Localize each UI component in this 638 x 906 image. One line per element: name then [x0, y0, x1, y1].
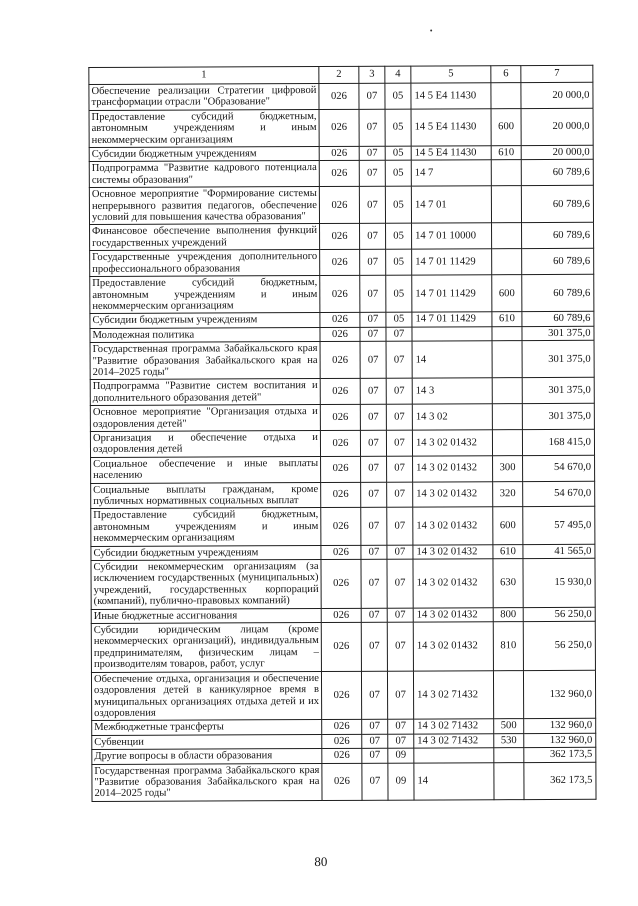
subsection-cell: 07	[387, 456, 413, 482]
row-name-cell: Социальные выплаты гражданам, кроме публичных нормативных социальных выплат	[91, 482, 321, 509]
subsection-cell: 05	[386, 224, 412, 250]
amount-cell: 15 930,0	[523, 558, 595, 607]
admin-code-cell: 026	[319, 109, 359, 146]
admin-code-cell: 026	[319, 161, 359, 187]
admin-code-cell: 026	[321, 545, 361, 560]
target-article-cell: 14 3 02 01432	[413, 622, 493, 671]
header-cell-6: 6	[491, 66, 521, 83]
section-cell: 07	[359, 83, 385, 109]
section-cell: 07	[361, 482, 387, 508]
subsection-cell: 07	[387, 622, 413, 671]
subsection-cell: 07	[387, 545, 413, 560]
subsection-cell: 07	[387, 559, 413, 608]
admin-code-cell: 026	[321, 671, 361, 720]
table-row	[91, 558, 595, 609]
header-cell-7: 7	[521, 65, 593, 82]
row-name-cell: Организация и обеспечение отдыха и оздоровления детей	[90, 430, 320, 457]
section-cell: 07	[360, 379, 386, 405]
admin-code-cell: 026	[322, 734, 362, 749]
target-article-cell: 14	[414, 762, 494, 800]
amount-cell: 20 000,0	[521, 145, 593, 160]
target-article-cell: 14 5 Е4 11430	[411, 83, 491, 109]
subsection-cell: 05	[385, 83, 411, 109]
section-cell: 07	[360, 430, 386, 456]
expense-type-cell	[492, 430, 522, 456]
amount-cell: 54 670,0	[523, 455, 595, 481]
amount-cell: 60 789,6	[522, 312, 594, 327]
section-cell: 07	[362, 720, 388, 735]
subsection-cell: 07	[386, 341, 412, 378]
expense-type-cell	[494, 762, 524, 799]
admin-code-cell: 026	[322, 763, 362, 800]
expense-type-cell: 300	[493, 455, 523, 481]
admin-code-cell: 026	[321, 608, 361, 623]
admin-code-cell: 026	[319, 83, 359, 109]
expense-type-cell: 600	[491, 108, 521, 145]
table-row	[92, 762, 596, 801]
expense-type-cell	[492, 326, 522, 341]
target-article-cell: 14 7 01 11429	[412, 249, 492, 275]
row-name-cell: Подпрограмма "Развитие кадрового потенциала системы образования"	[89, 161, 319, 188]
section-cell: 07	[361, 671, 387, 720]
admin-code-cell: 026	[321, 559, 361, 608]
target-article-cell: 14 7 01 11429	[412, 275, 492, 313]
target-article-cell: 14 7 01	[411, 186, 491, 224]
amount-cell: 301 375,0	[522, 326, 594, 341]
amount-cell: 60 789,6	[522, 274, 594, 312]
target-article-cell: 14 3 02 01432	[413, 544, 493, 559]
table-row	[89, 186, 593, 225]
target-article-cell: 14 5 Е4 11430	[411, 109, 491, 147]
amount-cell: 20 000,0	[521, 82, 593, 108]
expense-type-cell: 630	[493, 559, 523, 608]
row-name-cell: Иные бюджетные ассигнования	[91, 608, 321, 623]
admin-code-cell: 026	[320, 430, 360, 456]
row-name-cell: Финансовое обеспечение выполнения функций государственных учреждений	[90, 224, 320, 251]
section-cell: 07	[359, 146, 385, 161]
amount-cell: 41 565,0	[523, 544, 595, 559]
row-name-cell: Предоставление субсидий бюджетным, автономным учреждениям и иным некоммерческим организациям	[91, 508, 321, 546]
header-cell-5: 5	[411, 66, 491, 83]
expense-type-cell	[494, 748, 524, 763]
target-article-cell: 14 3 02 01432	[413, 559, 493, 608]
section-cell: 07	[360, 327, 386, 342]
section-cell: 07	[361, 456, 387, 482]
row-name-cell: Другие вопросы в области образования	[92, 749, 322, 764]
table-row	[90, 249, 594, 277]
section-cell: 07	[360, 224, 386, 250]
amount-cell: 60 789,6	[521, 160, 593, 186]
amount-cell: 301 375,0	[522, 378, 594, 404]
amount-cell: 362 173,5	[524, 747, 596, 762]
expense-type-cell: 500	[494, 719, 524, 734]
amount-cell: 168 415,0	[522, 429, 594, 455]
amount-cell: 362 173,5	[524, 762, 596, 800]
table-row	[90, 378, 594, 406]
admin-code-cell: 026	[320, 327, 360, 342]
section-cell: 07	[361, 608, 387, 623]
amount-cell: 60 789,6	[522, 249, 594, 275]
row-name-cell: Предоставление субсидий бюджетным, автономным учреждениям и иным некоммерческим организациям	[90, 276, 320, 314]
row-name-cell: Обеспечение реализации Стратегии цифровой трансформации отрасли "Образование"	[89, 84, 319, 111]
table-row	[91, 507, 595, 546]
row-name-cell: Основное мероприятие "Организация отдыха и оздоровления детей"	[90, 405, 320, 432]
row-name-cell: Предоставление субсидий бюджетным, автономным учреждениям и иным некоммерческим организациям	[89, 109, 319, 147]
amount-cell: 301 375,0	[522, 340, 594, 378]
header-cell-1: 1	[89, 67, 319, 85]
subsection-cell: 07	[386, 327, 412, 342]
expense-type-cell	[492, 404, 522, 430]
target-article-cell: 14 7 01 11429	[412, 312, 492, 327]
expense-type-cell: 320	[493, 481, 523, 507]
subsection-cell: 05	[386, 249, 412, 275]
target-article-cell: 14 3 02 71432	[413, 670, 493, 719]
section-cell: 07	[361, 622, 387, 671]
admin-code-cell: 026	[320, 379, 360, 405]
table-row	[90, 403, 594, 431]
expense-type-cell	[492, 249, 522, 275]
admin-code-cell: 026	[320, 404, 360, 430]
subsection-cell: 05	[385, 109, 411, 146]
row-name-cell: Государственные учреждения дополнительного профессионального образования	[90, 250, 320, 277]
table-row	[90, 429, 594, 457]
header-cell-3: 3	[359, 66, 385, 83]
row-name-cell: Субсидии юридическим лицам (кроме некоммерческих организаций), индивидуальным предпринимателям, физическим лицам – производителям товаров, работ, услуг	[91, 623, 321, 673]
table-row	[90, 340, 594, 379]
row-name-cell: Обеспечение отдыха, организация и обеспечение оздоровления детей в каникулярное время в муниципальных организациях отдыха детей и их оздоровления	[91, 671, 321, 721]
target-article-cell: 14 3	[412, 378, 492, 404]
expense-type-cell: 530	[494, 733, 524, 748]
subsection-cell: 07	[386, 404, 412, 430]
scan-speck	[430, 30, 432, 32]
table-header-row	[89, 65, 593, 84]
amount-cell: 132 960,0	[524, 719, 596, 734]
subsection-cell: 05	[386, 312, 412, 327]
table-row	[90, 223, 594, 251]
subsection-cell: 07	[388, 719, 414, 734]
admin-code-cell: 026	[319, 146, 359, 161]
subsection-cell: 07	[386, 430, 412, 456]
row-name-cell: Государственная программа Забайкальского края "Развитие образования Забайкальского края на 2014–2025 годы"	[92, 763, 322, 801]
amount-cell: 301 375,0	[522, 403, 594, 429]
section-cell: 07	[360, 275, 386, 312]
admin-code-cell: 026	[320, 275, 360, 312]
table-row	[91, 481, 595, 509]
expense-type-cell	[491, 186, 521, 223]
row-name-cell: Субсидии некоммерческим организациям (за исключением государственных (муниципальных) учреждений, государственных корпораций (компаний), публично-правовых компаний)	[91, 560, 321, 610]
amount-cell: 56 250,0	[523, 621, 595, 670]
target-article-cell: 14	[412, 341, 492, 379]
section-cell: 07	[361, 559, 387, 608]
expense-type-cell	[491, 160, 521, 186]
amount-cell: 132 960,0	[523, 670, 595, 719]
expense-type-cell	[492, 378, 522, 404]
table-row	[91, 455, 595, 483]
subsection-cell: 07	[387, 671, 413, 720]
subsection-cell: 07	[388, 734, 414, 749]
section-cell: 07	[359, 186, 385, 223]
section-cell: 07	[362, 734, 388, 749]
table-row	[89, 82, 593, 110]
row-name-cell: Социальное обеспечение и иные выплаты населению	[91, 456, 321, 483]
expense-type-cell: 610	[492, 312, 522, 327]
subsection-cell: 05	[385, 146, 411, 161]
admin-code-cell: 026	[320, 341, 360, 378]
row-name-cell: Государственная программа Забайкальского края "Развитие образования Забайкальского края на 2014–2025 годы"	[90, 342, 320, 380]
table-row	[89, 160, 593, 188]
expense-type-cell: 800	[493, 607, 523, 622]
section-cell: 07	[359, 161, 385, 187]
section-cell: 07	[360, 249, 386, 275]
amount-cell: 57 495,0	[523, 507, 595, 545]
row-name-cell: Субсидии бюджетным учреждениям	[90, 313, 320, 328]
subsection-cell: 07	[387, 508, 413, 545]
amount-cell: 132 960,0	[524, 733, 596, 748]
subsection-cell: 05	[385, 161, 411, 187]
table-row	[89, 108, 593, 147]
expense-type-cell: 610	[493, 544, 523, 559]
admin-code-cell: 026	[319, 187, 359, 224]
admin-code-cell: 026	[322, 748, 362, 763]
amount-cell: 54 670,0	[523, 481, 595, 507]
subsection-cell: 07	[386, 378, 412, 404]
target-article-cell: 14 3 02 01432	[413, 481, 493, 507]
amount-cell: 60 789,6	[521, 186, 593, 224]
admin-code-cell: 026	[320, 224, 360, 250]
target-article-cell: 14 3 02	[412, 404, 492, 430]
target-article-cell: 14 3 02 01432	[413, 456, 493, 482]
expense-type-cell	[491, 83, 521, 109]
target-article-cell: 14 5 Е4 11430	[411, 146, 491, 161]
target-article-cell: 14 7 01 10000	[412, 223, 492, 249]
expense-type-cell	[492, 341, 522, 378]
expense-type-cell	[492, 223, 522, 249]
row-name-cell: Субсидии бюджетным учреждениям	[91, 545, 321, 560]
page-number: 80	[314, 853, 328, 870]
budget-table	[88, 65, 596, 802]
subsection-cell: 09	[388, 748, 414, 763]
table-body	[89, 65, 596, 801]
subsection-cell: 07	[387, 482, 413, 508]
table-row	[91, 621, 595, 672]
target-article-cell: 14 3 02 01432	[413, 507, 493, 545]
row-name-cell: Межбюджетные трансферты	[92, 720, 322, 735]
admin-code-cell: 026	[320, 313, 360, 328]
table-row	[90, 274, 594, 313]
subsection-cell: 07	[387, 608, 413, 623]
target-article-cell: 14 3 02 71432	[414, 719, 494, 734]
row-name-cell: Субвенции	[92, 734, 322, 749]
expense-type-cell: 600	[493, 507, 523, 544]
section-cell: 07	[359, 109, 385, 146]
target-article-cell: 14 3 02 01432	[413, 607, 493, 622]
subsection-cell: 09	[388, 763, 414, 800]
admin-code-cell: 026	[321, 482, 361, 508]
target-article-cell: 14 3 02 71432	[414, 733, 494, 748]
section-cell: 07	[361, 545, 387, 560]
amount-cell: 20 000,0	[521, 108, 593, 146]
admin-code-cell: 026	[321, 456, 361, 482]
subsection-cell: 05	[386, 275, 412, 312]
subsection-cell: 05	[385, 186, 411, 223]
admin-code-cell: 026	[322, 720, 362, 735]
row-name-cell: Основное мероприятие "Формирование системы непрерывного развития педагогов, обеспечение условий для повышения качества образования"	[89, 187, 319, 225]
section-cell: 07	[360, 404, 386, 430]
header-cell-4: 4	[385, 66, 411, 83]
row-name-cell: Молодежная политика	[90, 327, 320, 342]
target-article-cell	[414, 748, 494, 763]
target-article-cell: 14 7	[411, 160, 491, 186]
section-cell: 07	[360, 341, 386, 378]
expense-type-cell	[493, 670, 523, 719]
row-name-cell: Подпрограмма "Развитие систем воспитания и дополнительного образования детей"	[90, 379, 320, 406]
table-row	[91, 670, 595, 721]
section-cell: 07	[362, 763, 388, 800]
amount-cell: 56 250,0	[523, 607, 595, 622]
expense-type-cell: 610	[491, 146, 521, 161]
admin-code-cell: 026	[320, 250, 360, 276]
section-cell: 07	[362, 748, 388, 763]
target-article-cell	[412, 326, 492, 341]
row-name-cell: Субсидии бюджетным учреждениям	[89, 147, 319, 162]
expense-type-cell: 810	[493, 622, 523, 671]
section-cell: 07	[361, 508, 387, 545]
section-cell: 07	[360, 313, 386, 328]
amount-cell: 60 789,6	[522, 223, 594, 249]
admin-code-cell: 026	[321, 508, 361, 545]
expense-type-cell: 600	[492, 275, 522, 312]
admin-code-cell: 026	[321, 622, 361, 671]
header-cell-2: 2	[319, 66, 359, 83]
target-article-cell: 14 3 02 01432	[412, 430, 492, 456]
